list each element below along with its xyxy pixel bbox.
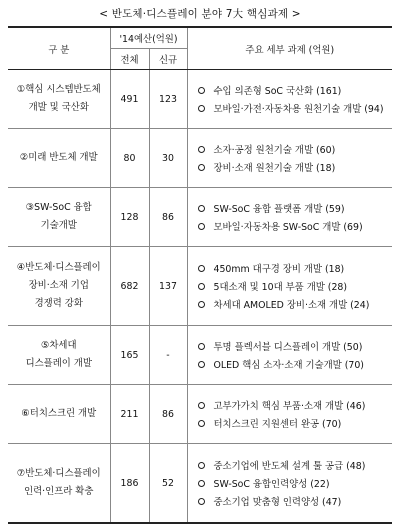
detail-item-text: 모바일·자동차용 SW-SoC 개발 (69) [213, 222, 363, 233]
category-line: ⑥터치스크린 개발 [21, 408, 97, 419]
circle-bullet-icon [198, 361, 205, 368]
category-header: 구 분 [8, 27, 110, 70]
detail-item [198, 99, 393, 117]
total-budget-cell: 80 [110, 129, 149, 188]
details-cell [187, 70, 392, 129]
category-cell [8, 444, 110, 524]
table-title: < 반도체·디스플레이 분야 7大 핵심과제 > [99, 8, 301, 20]
detail-item [198, 217, 393, 235]
detail-item-text: 소자·공정 원천기술 개발 (60) [213, 145, 336, 156]
circle-bullet-icon [198, 265, 205, 272]
detail-item-text: 차세대 AMOLED 장비·소재 개발 (24) [213, 300, 370, 311]
new-budget-cell: - [149, 326, 187, 385]
detail-item-text: 투명 플렉서블 디스플레이 개발 (50) [213, 342, 363, 353]
new-budget-cell: 86 [149, 385, 187, 444]
category-line: ①핵심 시스템반도체 [16, 84, 101, 95]
table-row [8, 326, 392, 385]
category-cell [8, 129, 110, 188]
detail-item [198, 259, 393, 277]
table-row [8, 188, 392, 247]
total-budget-cell: 211 [110, 385, 149, 444]
detail-item-text: 중소기업 맞춤형 인력양성 (47) [213, 497, 342, 508]
total-budget-cell: 682 [110, 247, 149, 326]
details-cell [187, 247, 392, 326]
table-row [8, 129, 392, 188]
new-budget-cell: 123 [149, 70, 187, 129]
detail-item [198, 277, 393, 295]
total-budget-cell: 186 [110, 444, 149, 524]
detail-item [198, 158, 393, 176]
circle-bullet-icon [198, 498, 205, 505]
category-cell [8, 385, 110, 444]
circle-bullet-icon [198, 205, 205, 212]
total-header: 전체 [110, 49, 149, 70]
detail-item-text: 장비·소재 원천기술 개발 (18) [213, 163, 336, 174]
category-line: ⑤차세대 [40, 340, 77, 351]
circle-bullet-icon [198, 283, 205, 290]
category-line: 기술개발 [40, 220, 77, 231]
detail-item [198, 492, 393, 510]
detail-item [198, 337, 393, 355]
detail-item-text: 고부가가치 핵심 부품·소재 개발 (46) [213, 401, 366, 412]
circle-bullet-icon [198, 480, 205, 487]
circle-bullet-icon [198, 87, 205, 94]
category-cell [8, 247, 110, 326]
detail-item-text: SW-SoC 융합 플랫폼 개발 (59) [213, 204, 345, 215]
category-cell [8, 70, 110, 129]
detail-item-text: 모바일·가전·자동차용 원천기술 개발 (94) [213, 104, 384, 115]
detail-item [198, 414, 393, 432]
table-row [8, 385, 392, 444]
circle-bullet-icon [198, 223, 205, 230]
core-tasks-table [8, 26, 392, 524]
table-row [8, 70, 392, 129]
details-cell [187, 385, 392, 444]
detail-item [198, 81, 393, 99]
detail-item [198, 474, 393, 492]
detail-item-text: 터치스크린 지원센터 완공 (70) [213, 419, 342, 430]
category-line: 장비·소재 기업 [28, 280, 89, 291]
new-header: 신규 [149, 49, 187, 70]
detail-item [198, 199, 393, 217]
detail-item [198, 396, 393, 414]
total-budget-cell: 491 [110, 70, 149, 129]
category-cell [8, 188, 110, 247]
detail-item-text: 5대소재 및 10대 부품 개발 (28) [213, 282, 348, 293]
circle-bullet-icon [198, 462, 205, 469]
category-line: 인력·인프라 확충 [24, 486, 94, 497]
new-budget-cell: 137 [149, 247, 187, 326]
detail-item-text: OLED 핵심 소자·소재 기술개발 (70) [213, 360, 364, 371]
circle-bullet-icon [198, 146, 205, 153]
details-cell [187, 129, 392, 188]
details-cell [187, 444, 392, 524]
table-row [8, 247, 392, 326]
detail-item [198, 140, 393, 158]
new-budget-cell: 30 [149, 129, 187, 188]
new-budget-cell: 52 [149, 444, 187, 524]
category-line: ⑦반도체·디스플레이 [16, 468, 101, 479]
detail-item-text: 수입 의존형 SoC 국산화 (161) [213, 86, 342, 97]
table-row [8, 444, 392, 524]
circle-bullet-icon [198, 164, 205, 171]
category-line: 경쟁력 강화 [34, 298, 83, 309]
circle-bullet-icon [198, 343, 205, 350]
details-cell [187, 326, 392, 385]
circle-bullet-icon [198, 105, 205, 112]
details-header: 주요 세부 과제 (억원) [187, 27, 392, 70]
category-line: ④반도체·디스플레이 [16, 262, 101, 273]
circle-bullet-icon [198, 301, 205, 308]
detail-item [198, 355, 393, 373]
category-line: 디스플레이 개발 [25, 358, 92, 369]
total-budget-cell: 128 [110, 188, 149, 247]
total-budget-cell: 165 [110, 326, 149, 385]
detail-item [198, 456, 393, 474]
category-line: ②미래 반도체 개발 [19, 152, 98, 163]
detail-item-text: 450mm 대구경 장비 개발 (18) [213, 264, 345, 275]
new-budget-cell: 86 [149, 188, 187, 247]
circle-bullet-icon [198, 420, 205, 427]
circle-bullet-icon [198, 402, 205, 409]
category-cell [8, 326, 110, 385]
category-line: 개발 및 국산화 [28, 102, 89, 113]
budget-header: '14예산(억원) [110, 27, 187, 49]
detail-item [198, 295, 393, 313]
detail-item-text: SW-SoC 융합인력양성 (22) [213, 479, 330, 490]
category-line: ③SW-SoC 융합 [25, 202, 92, 213]
details-cell [187, 188, 392, 247]
detail-item-text: 중소기업에 반도체 설계 툴 공급 (48) [213, 461, 366, 472]
